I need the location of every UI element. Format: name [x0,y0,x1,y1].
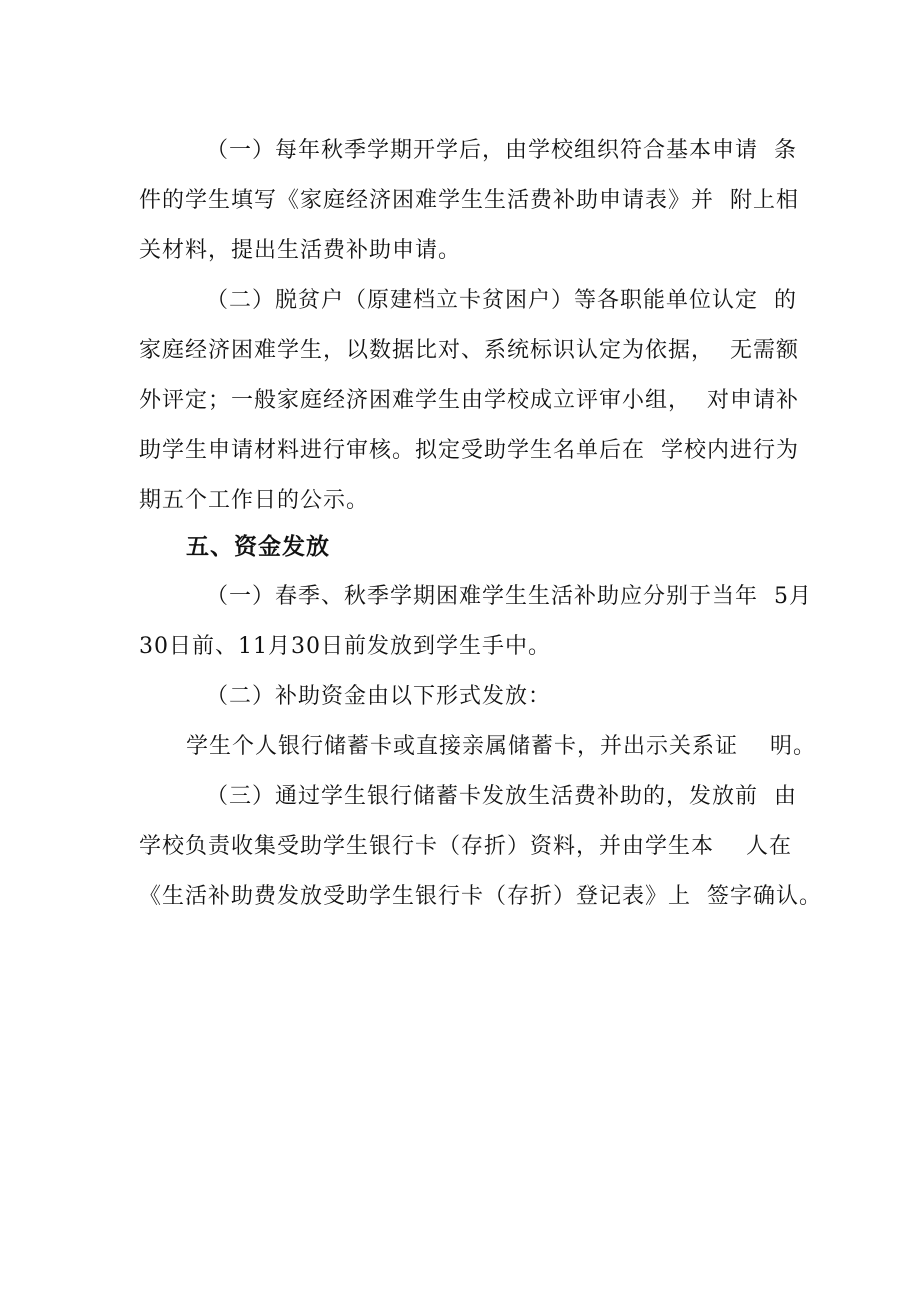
paragraph-4-line-1: （二）补助资金由以下形式发放： [206,684,552,709]
section-heading: 五、资金发放 [186,533,330,560]
paragraph-1-line-1: （一）每年秋季学期开学后，由学校组织符合基本申请 条 [206,138,797,163]
paragraph-1-line-3: 关材料，提出生活费补助申请。 [139,238,462,263]
paragraph-1-line-2: 件的学生填写《家庭经济困难学生生活费补助申请表》并 附上相 [139,188,799,213]
paragraph-3-line-2: 30日前、11月30日前发放到学生手中。 [139,634,551,659]
paragraph-2-line-1: （二）脱贫户（原建档立卡贫困户）等各职能单位认定 的 [206,288,797,313]
paragraph-3-line-1: （一）春季、秋季学期困难学生生活补助应分别于当年 5月 [206,584,812,609]
paragraph-2-line-2: 家庭经济困难学生，以数据比对、系统标识认定为依据， 无需额 [139,338,799,363]
paragraph-2-line-3: 外评定；一般家庭经济困难学生由学校成立评审小组， 对申请补 [139,388,799,413]
paragraph-5-line-1: 学生个人银行储蓄卡或直接亲属储蓄卡，并出示关系证 明。 [186,734,816,759]
paragraph-2-line-5: 期五个工作日的公示。 [139,488,370,513]
paragraph-6-line-3: 《生活补助费发放受助学生银行卡（存折）登记表》上 签字确认。 [139,884,822,909]
paragraph-6-line-2: 学校负责收集受助学生银行卡（存折）资料，并由学生本 人在 [139,834,792,859]
paragraph-6-line-1: （三）通过学生银行储蓄卡发放生活费补助的，发放前 由 [206,784,797,809]
paragraph-2-line-4: 助学生申请材料进行审核。拟定受助学生名单后在 学校内进行为 [139,438,799,463]
